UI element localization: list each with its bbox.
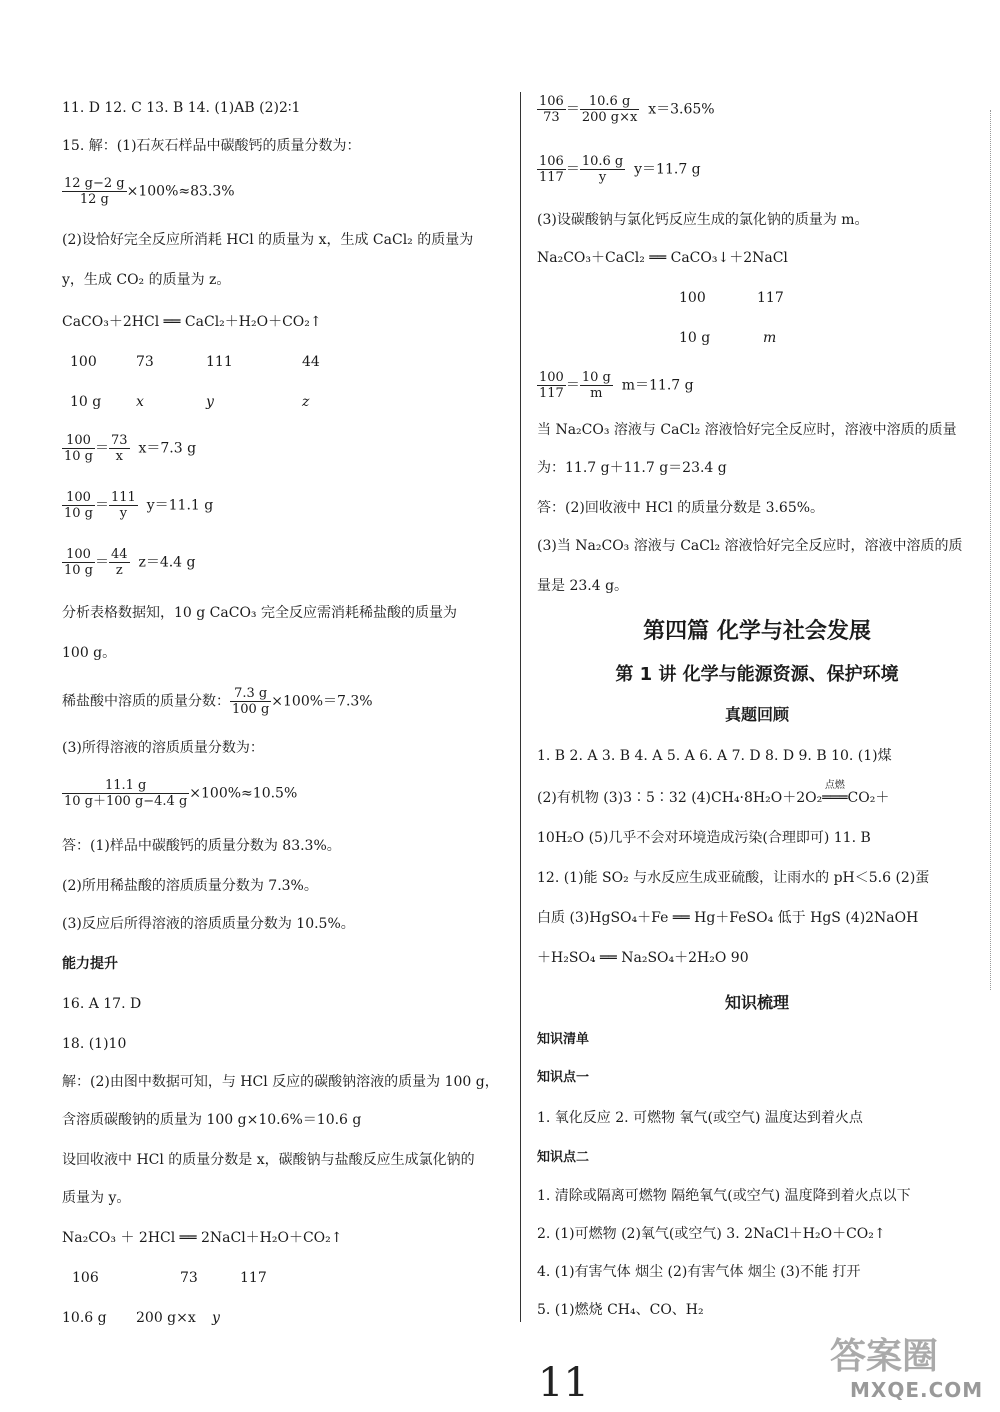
section-ability: 能力提升 (62, 956, 118, 972)
q15-part2: (2)设恰好完全反应所消耗 HCl 的质量为 x，生成 CaCl₂ 的质量为 (62, 232, 474, 248)
fraction: $\frac{12 g-2 g}{12 g}$ (64, 176, 125, 207)
answer-3-right: (3)当 Na₂CO₃ 溶液与 CaCl₂ 溶液恰好完全反应时，溶液中溶质的质 (537, 538, 963, 554)
chapter-title: 第四篇 化学与社会发展 (643, 619, 871, 644)
ratio-hcl-x: $\frac{106}{73}$ ＝ $\frac{10.6 g}{200 g\times x}$ x＝3.65% (539, 94, 715, 125)
unknown-row-2: 10.6 g 200 g×x y (62, 1310, 220, 1326)
q18-assume: 设回收液中 HCl 的质量分数是 x，碳酸钠与盐酸反应生成氯化钠的 (62, 1152, 475, 1168)
q15-intro: 15. 解：(1)石灰石样品中碳酸钙的质量分数为： (62, 138, 361, 154)
ratio-x: $\frac{100}{10 g}$ ＝ $\frac{73}{x}$ x＝7.3 g (64, 433, 197, 464)
q18-solution-cont: 含溶质碳酸钠的质量为 100 g×10.6%＝10.6 g (62, 1112, 362, 1128)
binding-edge-mark (990, 110, 992, 990)
watermark-logo: 答案圈 (830, 1336, 939, 1377)
molar-mass-row-3: 100 117 (679, 290, 784, 306)
review-answer-12-cont: 白质 (3)HgSO₄＋Fe ══ Hg＋FeSO₄ 低于 HgS (4)2NaOH (537, 910, 919, 926)
part3-assume: (3)设碳酸钠与氯化钙反应生成的氯化钠的质量为 m。 (537, 212, 869, 228)
answer-2: (2)所用稀盐酸的溶质质量分数为 7.3%。 (62, 878, 318, 894)
answer-3-right-cont: 量是 23.4 g。 (537, 578, 629, 594)
ratio-z: $\frac{100}{10 g}$ ＝ $\frac{44}{z}$ z＝4.4 g (64, 547, 196, 578)
knowledge-point-2-2: 2. (1)可燃物 (2)氧气(或空气) 3. 2NaCl＋H₂O＋CO₂↑ (537, 1226, 886, 1242)
q18-assume-cont: 质量为 y。 (62, 1190, 131, 1206)
knowledge-point-1-label: 知识点一 (537, 1070, 590, 1085)
answers-11-14: 11. D 12. C 13. B 14. (1)AB (2)2∶1 (62, 100, 301, 116)
ratio-y: $\frac{100}{10 g}$ ＝ $\frac{111}{y}$ y＝11.1 g (64, 490, 214, 521)
subsection-knowledge: 知识梳理 (724, 993, 789, 1012)
answer-2-right: 答：(2)回收液中 HCl 的质量分数是 3.65%。 (537, 500, 825, 516)
solute-mass-cont: 为：11.7 g＋11.7 g＝23.4 g (537, 460, 727, 476)
review-answers-10-end: 10H₂O (5)几乎不会对环境造成污染(合理即可) 11. B (537, 830, 871, 846)
knowledge-point-2-4: 4. (1)有害气体 烟尘 (2)有害气体 烟尘 (3)不能 打开 (537, 1264, 861, 1280)
lesson-title: 第 1 讲 化学与能源资源、保护环境 (615, 664, 899, 685)
equation-na2co3-cacl2: Na₂CO₃＋CaCl₂ ══ CaCO₃↓＋2NaCl (537, 250, 788, 266)
molar-mass-row: 100 73 111 44 (70, 354, 320, 370)
handwritten-page-mark: 11 (538, 1360, 589, 1406)
answer-1: 答：(1)样品中碳酸钙的质量分数为 83.3%。 (62, 838, 341, 854)
hcl-fraction-line: 稀盐酸中溶质的质量分数： $\frac{7.3 g}{100 g}$ ×100%＝7.3% (62, 686, 373, 717)
ratio-nacl-m: $\frac{100}{117}$ ＝ $\frac{10 g}{m}$ m＝11.7 g (539, 370, 694, 401)
analysis-line-cont: 100 g。 (62, 645, 117, 661)
q15-part2-cont: y，生成 CO₂ 的质量为 z。 (62, 272, 231, 288)
q18-solution: 解：(2)由图中数据可知，与 HCl 反应的碳酸钠溶液的质量为 100 g， (62, 1074, 499, 1090)
q15-calc-1: $\frac{12 g-2 g}{12 g}$ ×100%≈83.3% (64, 176, 235, 207)
review-answers-10-cont: (2)有机物 (3)3∶5∶32 (4)CH₄·8H₂O＋2O₂ 点燃 ═══CO₂＋ (537, 780, 890, 806)
review-answer-12: 12. (1)能 SO₂ 与水反应生成亚硫酸，让雨水的 pH＜5.6 (2)蛋 (537, 870, 930, 886)
knowledge-point-2-5: 5. (1)燃烧 CH₄、CO、H₂ (537, 1302, 704, 1318)
equation-na2co3-hcl: Na₂CO₃ ＋ 2HCl ══ 2NaCl＋H₂O＋CO₂↑ (62, 1230, 343, 1246)
molar-mass-row-2: 106 73 117 (72, 1270, 267, 1286)
review-answer-12-end: ＋H₂SO₄ ══ Na₂SO₄＋2H₂O 90 (537, 950, 749, 966)
column-divider (520, 92, 521, 1322)
ratio-nacl-y: $\frac{106}{117}$ ＝ $\frac{10.6 g}{y}$ y＝11.7 g (539, 154, 701, 185)
part3-intro: (3)所得溶液的溶质质量分数为： (62, 740, 264, 756)
review-answers-1-10: 1. B 2. A 3. B 4. A 5. A 6. A 7. D 8. D 9. B 10. (1)煤 (537, 748, 892, 764)
knowledge-point-1: 1. 氧化反应 2. 可燃物 氧气(或空气) 温度达到着火点 (537, 1110, 863, 1126)
knowledge-point-2-1: 1. 清除或隔离可燃物 隔绝氧气(或空气) 温度降到着火点以下 (537, 1188, 911, 1204)
answers-16-17: 16. A 17. D (62, 996, 142, 1012)
analysis-line: 分析表格数据知，10 g CaCO₃ 完全反应需消耗稀盐酸的质量为 (62, 605, 457, 621)
answer-3: (3)反应后所得溶液的溶质质量分数为 10.5%。 (62, 916, 355, 932)
unknown-row: 10 g x y z (70, 394, 310, 410)
equation-caco3-hcl: CaCO₃＋2HCl ══ CaCl₂＋H₂O＋CO₂↑ (62, 314, 322, 330)
subsection-review: 真题回顾 (724, 705, 789, 724)
knowledge-point-2-label: 知识点二 (537, 1150, 590, 1165)
answer-18-1: 18. (1)10 (62, 1036, 127, 1052)
part3-calc: $\frac{11.1 g}{10 g+100 g-4.4 g}$ ×100%≈10.5% (64, 778, 298, 809)
watermark-url: MXQE.COM (850, 1378, 984, 1402)
unknown-row-3: 10 g m (679, 330, 777, 346)
solute-mass-line: 当 Na₂CO₃ 溶液与 CaCl₂ 溶液恰好完全反应时，溶液中溶质的质量 (537, 422, 957, 438)
knowledge-list-label: 知识清单 (537, 1032, 590, 1047)
